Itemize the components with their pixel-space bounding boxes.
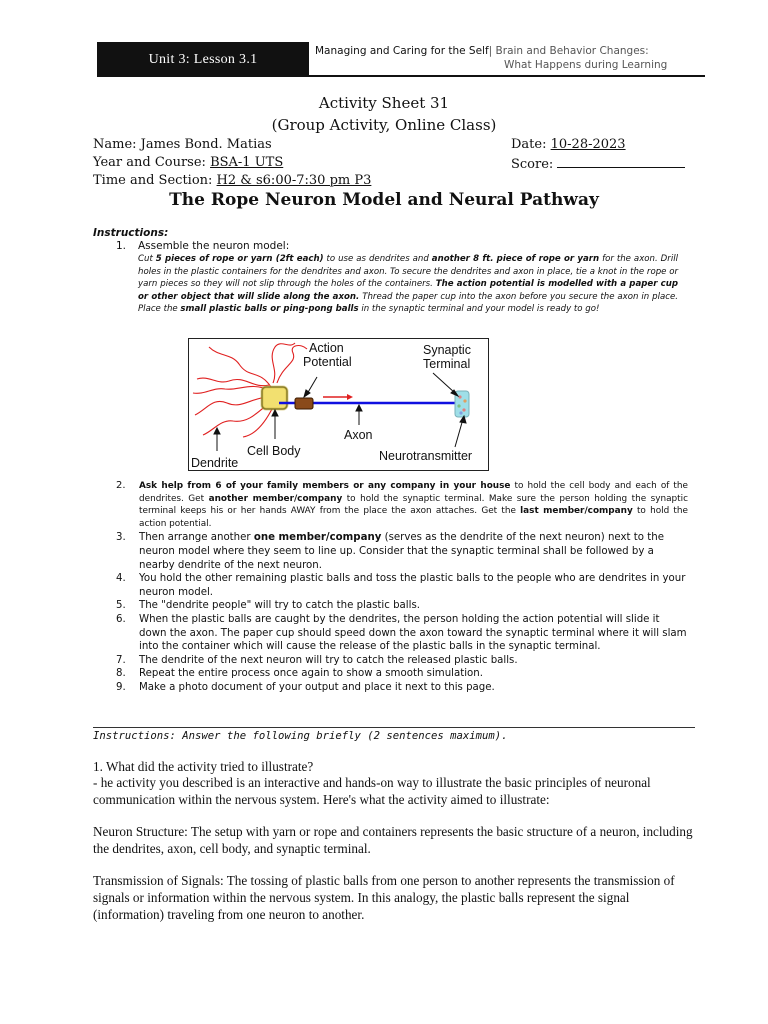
text-run: Ask help from 6 of your family members or any company in your house <box>139 481 511 491</box>
dendrite-2 <box>197 378 269 386</box>
step-number: 6. <box>116 613 126 625</box>
question-1: 1. What did the activity tried to illustrate? <box>93 759 314 774</box>
label-synaptic: Synaptic <box>423 343 471 357</box>
ball <box>463 399 466 402</box>
pointer-cellbody-head <box>272 410 278 416</box>
action-potential-cup <box>295 398 313 409</box>
neuron-diagram-svg <box>189 339 488 470</box>
text-run: one member/company <box>253 532 382 544</box>
step-5 <box>116 599 688 613</box>
answer-paragraph-1: - he activity you described is an interactive and hands-on way to illustrate the basic principles of neuronal communication within the nervous system. Here's what the activity aimed to illustrate: <box>93 775 651 807</box>
date-line <box>511 137 626 152</box>
ball <box>457 404 460 407</box>
step-text: The dendrite of the next neuron will try to catch the released plastic balls. <box>139 654 518 666</box>
text-run: 5 pieces of rope or yarn (2ft each) <box>155 254 324 264</box>
item-text: Assemble the neuron model: <box>138 240 290 252</box>
step-number: 8. <box>116 668 126 680</box>
score-line <box>511 155 685 172</box>
main-title: The Rope Neuron Model and Neural Pathway <box>169 190 599 210</box>
step-number: 7. <box>116 654 126 666</box>
label-potential: Potential <box>303 355 352 369</box>
section-divider <box>93 727 695 728</box>
name-line <box>93 137 272 152</box>
item-number: 1. <box>116 240 127 252</box>
score-label: Score: <box>511 157 558 172</box>
text-run: another 8 ft. piece of rope or yarn <box>431 254 600 264</box>
section-value: H2 & s6:00-7:30 pm P3 <box>216 173 372 188</box>
cell-body-shape <box>262 387 287 409</box>
text-run: (serves as the dendrite of the next neuron) next to the neuron model where they seem to line up. Consider that the synaptic terminal shall be followed by a nearby dendrite of the next neuron. <box>139 532 664 571</box>
unit-label: Unit 3: Lesson 3.1 <box>97 42 309 77</box>
year-line <box>93 155 283 170</box>
step-text: Repeat the entire process once again to show a smooth simulation. <box>139 668 483 680</box>
text-run: Thread the paper cup into the axon before you secure the axon in place. Place the <box>138 291 678 315</box>
step-number: 4. <box>116 573 126 585</box>
dendrite-3 <box>272 343 295 383</box>
header-divider <box>97 75 705 77</box>
text-run: small plastic balls or ping-pong balls <box>180 304 359 315</box>
step-3 <box>116 531 688 572</box>
text-run: to hold the synaptic terminal. Make sure the person holding the synaptic terminal keeps his or her hands AWAY from the place the axon attaches. Get the <box>139 493 689 517</box>
name-value: James Bond. Matias <box>140 137 272 152</box>
date-value: 10-28-2023 <box>550 137 626 152</box>
label-axon: Axon <box>344 428 373 442</box>
pointer-terminal <box>433 373 455 393</box>
dendrite-4 <box>195 397 267 415</box>
steps-rest <box>116 572 688 694</box>
step-6 <box>116 613 688 654</box>
pointer-axon-head <box>356 405 362 411</box>
pointer-lines <box>214 373 466 451</box>
direction-arrow-head <box>347 394 353 400</box>
step-number: 5. <box>116 600 126 612</box>
dendrite-8 <box>243 407 273 437</box>
answer-paragraph-2: Neuron Structure: The setup with yarn or rope and containers represents the basic structure of a neuron, including the dendrites, axon, cell body, and synaptic terminal. <box>93 824 693 856</box>
neuron-diagram <box>188 338 489 471</box>
sheet-title: Activity Sheet 31 <box>318 94 450 112</box>
label-action: Action <box>309 341 344 355</box>
step-3-text <box>139 532 664 570</box>
sheet-subtitle: (Group Activity, Online Class) <box>271 116 497 134</box>
text-run: another member/company <box>208 493 343 504</box>
text-run: Then arrange another <box>139 532 254 544</box>
instructions-heading: Instructions: <box>93 227 169 239</box>
text-run: to use as dendrites and <box>323 254 432 264</box>
text-run: Cut <box>138 254 156 264</box>
step-2-text <box>139 481 688 529</box>
step-7 <box>116 654 688 668</box>
step-2 <box>116 480 688 530</box>
step-9 <box>116 681 688 695</box>
pointer-neuro <box>455 419 463 447</box>
dendrite-5 <box>203 403 269 435</box>
steps-list <box>116 480 688 695</box>
subject-sep: | <box>488 45 496 57</box>
subject-topic-2: What Happens during Learning <box>504 59 668 71</box>
header-subject <box>315 44 705 72</box>
section-line <box>93 173 371 188</box>
text-run: to hold the action potential. <box>139 506 688 529</box>
label-terminal: Terminal <box>423 357 471 371</box>
text-run: last member/company <box>520 506 633 517</box>
assembly-paragraph <box>138 253 678 316</box>
label-dendrite: Dendrite <box>191 456 239 470</box>
step-number: 2. <box>116 480 126 491</box>
subject-main: Managing and Caring for the Self <box>315 45 489 57</box>
step-text: When the plastic balls are caught by the dendrites, the person holding the action potential will slide it down the axon. The paper cup should speed down the axon toward the synaptic terminal where it will slam into the container which will cause the release of the plastic balls in the synaptic terminal. <box>139 613 687 653</box>
year-value: BSA-1 UTS <box>210 155 284 170</box>
ball <box>462 408 465 411</box>
text-run: in the synaptic terminal and your model is ready to go! <box>358 304 600 315</box>
text-run: for the axon. Drill holes in the plastic containers for the dendrites and axon. To secure the dendrites and axon in place, tie a knot in the rope or yarn pieces so they will not slip through the holes of the containers. <box>138 254 679 290</box>
section-label: Time and Section: <box>93 173 217 188</box>
text-run: to hold the cell body and each of the dendrites. Get <box>139 481 688 504</box>
ball <box>458 395 461 398</box>
label-cell-body: Cell Body <box>247 444 301 458</box>
step-4 <box>116 572 688 599</box>
answer-paragraph-3: Transmission of Signals: The tossing of plastic balls from one person to another represents the transmission of signals or information within the nervous system. In this analogy, the plastic balls represent the signal (information) traveling from one neuron to another. <box>93 873 675 922</box>
text-run: The action potential is modelled with a paper cup or other object that will slide along the axon. <box>138 279 678 302</box>
name-label: Name: <box>93 137 141 152</box>
dendrites <box>193 343 307 437</box>
date-label: Date: <box>511 137 551 152</box>
step-number: 3. <box>116 532 126 544</box>
answer-instructions: Instructions: Answer the following briefly (2 sentences maximum). <box>93 730 508 742</box>
dendrite-7 <box>193 386 271 393</box>
step-number: 9. <box>116 681 126 693</box>
step-text: Make a photo document of your output and place it next to this page. <box>139 681 495 693</box>
instruction-item-1 <box>116 240 289 252</box>
label-neurotransmitter: Neurotransmitter <box>379 449 473 463</box>
score-blank <box>557 155 685 168</box>
subject-topic-1: Brain and Behavior Changes: <box>495 45 649 57</box>
step-8 <box>116 667 688 681</box>
step-text: The "dendrite people" will try to catch the plastic balls. <box>139 600 421 612</box>
pointer-dendrite-head <box>214 428 220 434</box>
ball <box>459 411 462 414</box>
year-label: Year and Course: <box>93 155 211 170</box>
step-text: You hold the other remaining plastic balls and toss the plastic balls to the people who are dendrites in your neuron model. <box>139 573 686 598</box>
